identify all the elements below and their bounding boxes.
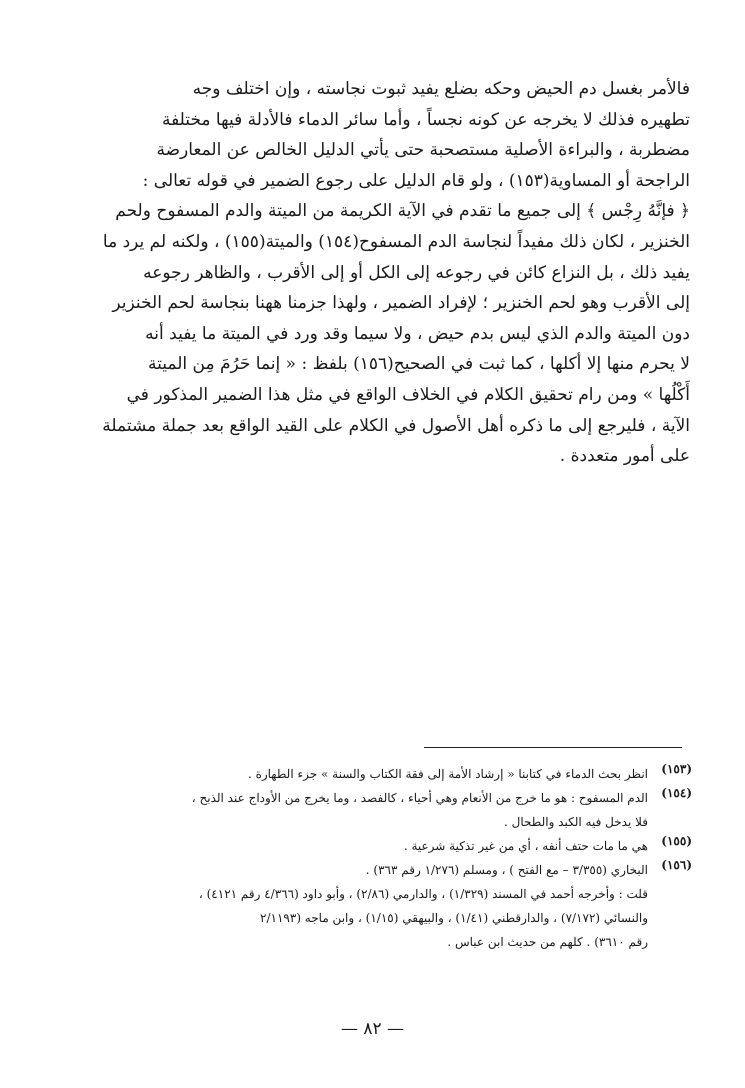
text-line: أَكْلُها » ومن رام تحقيق الكلام في الخلاف الواقع في مثل هذا الضمير المذكور في [126,384,690,405]
footnote-line: قلت : وأخرجه أحمد في المسند (١/٣٢٩) ، والدارمي (٢/٨٦) ، وأبو داود (٤/٣٦٦ رقم ٤١٢١) ، [198,887,648,901]
text-line: فالأمر بغسل دم الحيض وحكه بضلع يفيد ثبوت نجاسته ، وإن اختلف وجه [192,79,690,99]
page-number: — ٨٢ — [340,1019,405,1039]
main-text [70,74,690,472]
footnote-number: (١٥٣) [661,762,692,776]
footnote-line: انظر بحث الدماء في كتابنا « إرشاد الأمة إلى فقة الكتاب والسنة » جزء الطهارة . [247,767,648,781]
footnote-number: (١٥٤) [661,786,692,800]
text-line: يفيد ذلك ، بل النزاع كائن في رجوعه إلى الكل أو إلى الأقرب ، والظاهر رجوعه [143,262,690,283]
text-line: الخنزير ، لكان ذلك مفيداً لنجاسة الدم المسفوح(١٥٤) والميتة(١٥٥) ، ولكنه لم يرد ما [102,231,690,252]
text-line: دون الميتة والدم الذي ليس بدم حيض ، ولا سيما وقد ورد في الميتة ما يفيد أنه [145,323,690,344]
text-line: إلى الأقرب وهو لحم الخنزير ؛ لإفراد الضمير ، ولهذا جزمنا ههنا بنجاسة لحم الخنزير [112,293,690,314]
text-line: ﴿ فإنَّهُ رِجْس ﴾ إلى جميع ما تقدم في الآية الكريمة من الميتة والدم المسفوح ولحم [115,201,690,222]
footnote-line: البخاري (٣/٣٥٥ – مع الفتح ) ، ومسلم (١/٢٧٦ رقم ٣٦٣) . [365,863,648,877]
text-line: تطهيره فذلك لا يخرجه عن كونه نجساً ، وأما سائر الدماء فالأدلة فيها مختلفة [161,109,690,130]
footnote-divider [424,747,682,748]
footnote-155 [70,834,692,858]
footnote-line: والنسائي (٧/١٧٢) ، والدارقطني (١/٤١) ، والبيهقي (١/١٥) ، وابن ماجه (٢/١١٩٣ [260,911,648,925]
footnote-line: الدم المسفوح : هو ما خرج من الأنعام وهي أحياء ، كالفصد ، وما يخرج من الأوداج عند الذبح ، [191,791,648,805]
footnote-156 [70,858,692,954]
footnotes [70,762,692,954]
text-line: لا يحرم منها إلا أكلها ، كما ثبت في الصحيح(١٥٦) بلفظ : « إنما حَرُمَ مِن الميتة [148,354,690,375]
text-line: الآية ، فليرجع إلى ما ذكره أهل الأصول في الكلام على القيد الواقع بعد جملة مشتملة [102,415,690,436]
footnote-153 [70,762,692,786]
footnote-line: رقم ٣٦١٠) . كلهم من حديث ابن عباس . [447,935,648,949]
footnote-number: (١٥٦) [661,858,692,872]
footnote-line: هي ما مات حتف أنفه ، أي من غير تذكية شرعية . [403,839,648,853]
footnote-line: فلا يدخل فيه الكبد والطحال . [503,815,648,829]
text-line: مضطربة ، والبراءة الأصلية مستصحبة حتى يأتي الدليل الخالص عن المعارضة [156,140,690,161]
text-line: على أمور متعددة . [559,446,690,467]
text-line: الراجحة أو المساوية(١٥٣) ، ولو قام الدليل على رجوع الضمير في قوله تعالى : [142,170,690,191]
footnote-154 [70,786,692,834]
footnote-number: (١٥٥) [661,834,692,848]
